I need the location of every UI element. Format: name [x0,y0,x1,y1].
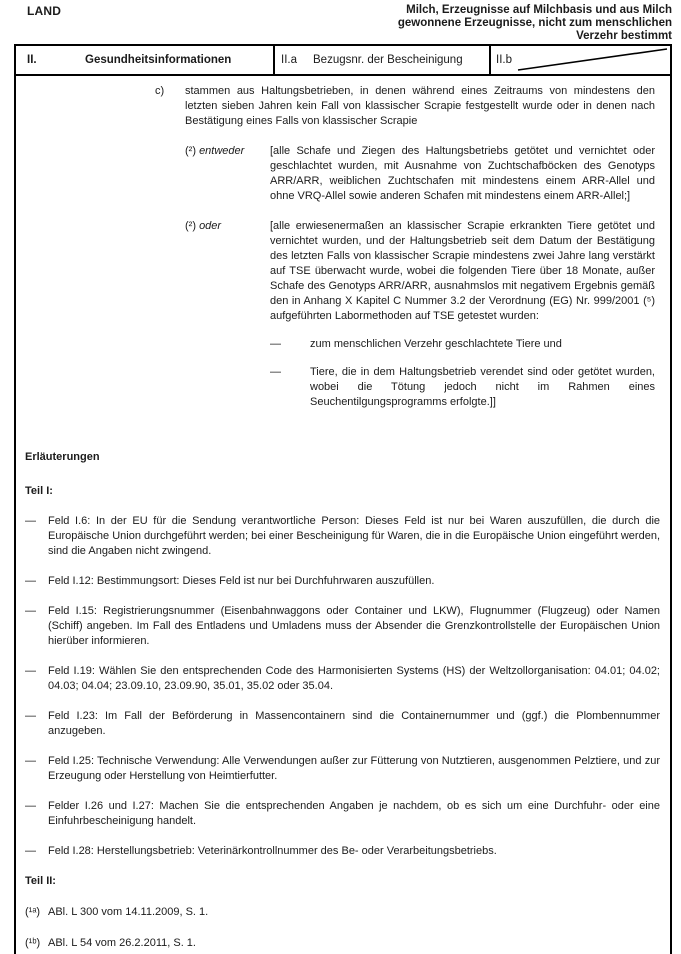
dash-marker: — [25,845,36,857]
footnote-marker: (¹ᵃ) [25,906,41,918]
note-item-felder-i26-i27 [25,799,660,829]
note-text: Feld I.23: Im Fall der Beförderung in Massencontainern sind die Containernummer und (ggf.) die Plombennummer anzugeben. [48,710,660,737]
document-title [398,4,672,43]
dash-marker: — [270,338,281,350]
dash-marker: — [270,366,281,378]
oder-dash-item [270,337,655,352]
dash-marker: — [25,710,36,722]
cell-part-iia [275,46,491,74]
document-title-line: Milch, Erzeugnisse auf Milchbasis und aus Milch [406,4,672,16]
note-text: Feld I.6: In der EU für die Sendung verantwortliche Person: Dieses Feld ist nur bei Waren auszufüllen, die durch die Europäische Union durchgeführt werden; bei einer Bescheinigung für Waren, die in die Europäische Union eingeführt werden, sind die Angaben nicht zwingend. [48,515,660,557]
cell-part-iib [491,46,670,74]
dash-marker: — [25,575,36,587]
entweder-word: entweder [199,145,245,157]
entweder-text: [alle Schafe und Ziegen des Haltungsbetriebs getötet und vernichtet oder geschlachtet wurden, mit Ausnahme von Zuchtschafböcken des Genotyps ARR/ARR, weiblichen Zuchtschafen mit mindestens einem ARR-Allel und ohne VRQ-Allel sowie anderen Schafen mit mindestens einem ARR-Allel;] [270,145,655,202]
note-text: Feld I.15: Registrierungsnummer (Eisenbahnwaggons oder Container und LKW), Flugnummer (Flugzeug) oder Namen (Schiff) angeben. Im Fall des Entladens und Umladens muss der Absender die Grenzkontrollstelle der Europäischen Union hierüber informieren. [48,605,660,647]
explanations-heading: Erläuterungen [25,451,100,463]
dash-marker: — [25,800,36,812]
note-item-feld-i25 [25,754,660,784]
footnote2-marker: (²) [185,220,196,232]
dash-marker: — [25,515,36,527]
note-item-feld-i23 [25,709,660,739]
entweder-label [185,144,270,204]
document-title-line: gewonnene Erzeugnisse, nicht zum menschlichen [397,17,672,29]
oder-clause [185,219,655,410]
footnote-1a [25,905,660,920]
footnote-text: ABl. L 54 vom 26.2.2011, S. 1. [48,937,196,949]
part1-heading: Teil I: [25,485,53,497]
footnote-1b [25,936,660,951]
part-ii-number: II. [27,54,37,66]
note-item-feld-i28 [25,844,660,859]
part-iia-number: II.a [281,54,297,66]
health-information-label: Gesundheitsinformationen [85,54,232,66]
item-c-label: c) [155,85,165,97]
dash-marker: — [25,755,36,767]
oder-label [185,219,270,410]
oder-word: oder [199,220,222,232]
document-title-line: Verzehr bestimmt [576,30,672,42]
footnote-text: ABl. L 300 vom 14.11.2009, S. 1. [48,906,209,918]
oder-dash-item-text: zum menschlichen Verzehr geschlachtete Tiere und [310,338,562,350]
dash-marker: — [25,665,36,677]
certification-item-c [155,84,655,129]
note-text: Felder I.26 und I.27: Machen Sie die entsprechenden Angaben je nachdem, ob es sich um eine Durchfuhr- oder eine Einfuhrbescheinigung handelt. [48,800,660,827]
certificate-reference-label: Bezugsnr. der Bescheinigung [313,54,463,66]
oder-text-column [270,219,655,410]
note-text: Feld I.25: Technische Verwendung: Alle Verwendungen außer zur Fütterung von Nutztieren, ausgenommen Pelztiere, und zur Erzeugung oder Herstellung von Heimtierfutter. [48,755,660,782]
note-item-feld-i12 [25,574,660,589]
part-iib-number: II.b [496,54,512,66]
entweder-clause [185,144,655,204]
item-c-text: stammen aus Haltungsbetrieben, in denen während eines Zeitraums von mindestens den letzten sieben Jahren kein Fall von klassischer Scrapie festgestellt wurde oder in denen nach Bestätigung eines Falls von klassischer Scrapie [185,85,655,127]
diagonal-strike-line [491,46,670,72]
explanatory-notes [25,450,660,951]
note-text: Feld I.19: Wählen Sie den entsprechenden Code des Harmonisierten Systems (HS) der Weltzollorganisation: 04.01; 04.02; 04.03; 04.04; 23.09.10, 23.09.90, 35.01, 35.02 oder 35.04. [48,665,660,692]
footnote-marker: (¹ᵇ) [25,937,41,949]
note-text: Feld I.12: Bestimmungsort: Dieses Feld ist nur bei Durchfuhrwaren auszufüllen. [48,575,435,587]
certificate-body [16,76,670,951]
note-text: Feld I.28: Herstellungsbetrieb: Veterinärkontrollnummer des Be- oder Verarbeitungsbetriebs. [48,845,497,857]
oder-dash-item [270,365,655,410]
oder-dash-item-text: Tiere, die in dem Haltungsbetrieb verendet sind oder getötet wurden, wobei die Tötung jedoch nicht im Rahmen eines Seuchentilgungsprogramms erfolgte.]] [310,366,655,408]
cell-part-ii [16,46,275,74]
footnote2-marker: (²) [185,145,196,157]
part2-header-row [16,46,670,76]
part2-heading: Teil II: [25,875,56,887]
dash-marker: — [25,605,36,617]
note-item-feld-i19 [25,664,660,694]
note-item-feld-i6 [25,514,660,559]
page-header [0,0,681,43]
certificate-table [14,44,672,954]
oder-text: [alle erwiesenermaßen an klassischer Scrapie erkrankten Tiere getötet und vernichtet wurden, und der Haltungsbetrieb seit dem Datum der Bestätigung des letzten Falls von klassischer Scrapie mindestens zwei Jahre lang verstärkt auf TSE überwacht wurde, wobei die folgenden Tiere über 18 Monate, außer Schafe des Genotyps ARR/ARR, ausnahmslos mit negativem Ergebnis gemäß den in Anhang X Kapitel C Nummer 3.2 der Verordnung (EG) Nr. 999/2001 (⁵) aufgeführten Labormethoden auf TSE getestet wurden: [270,220,655,322]
country-label: LAND [27,4,62,18]
note-item-feld-i15 [25,604,660,649]
